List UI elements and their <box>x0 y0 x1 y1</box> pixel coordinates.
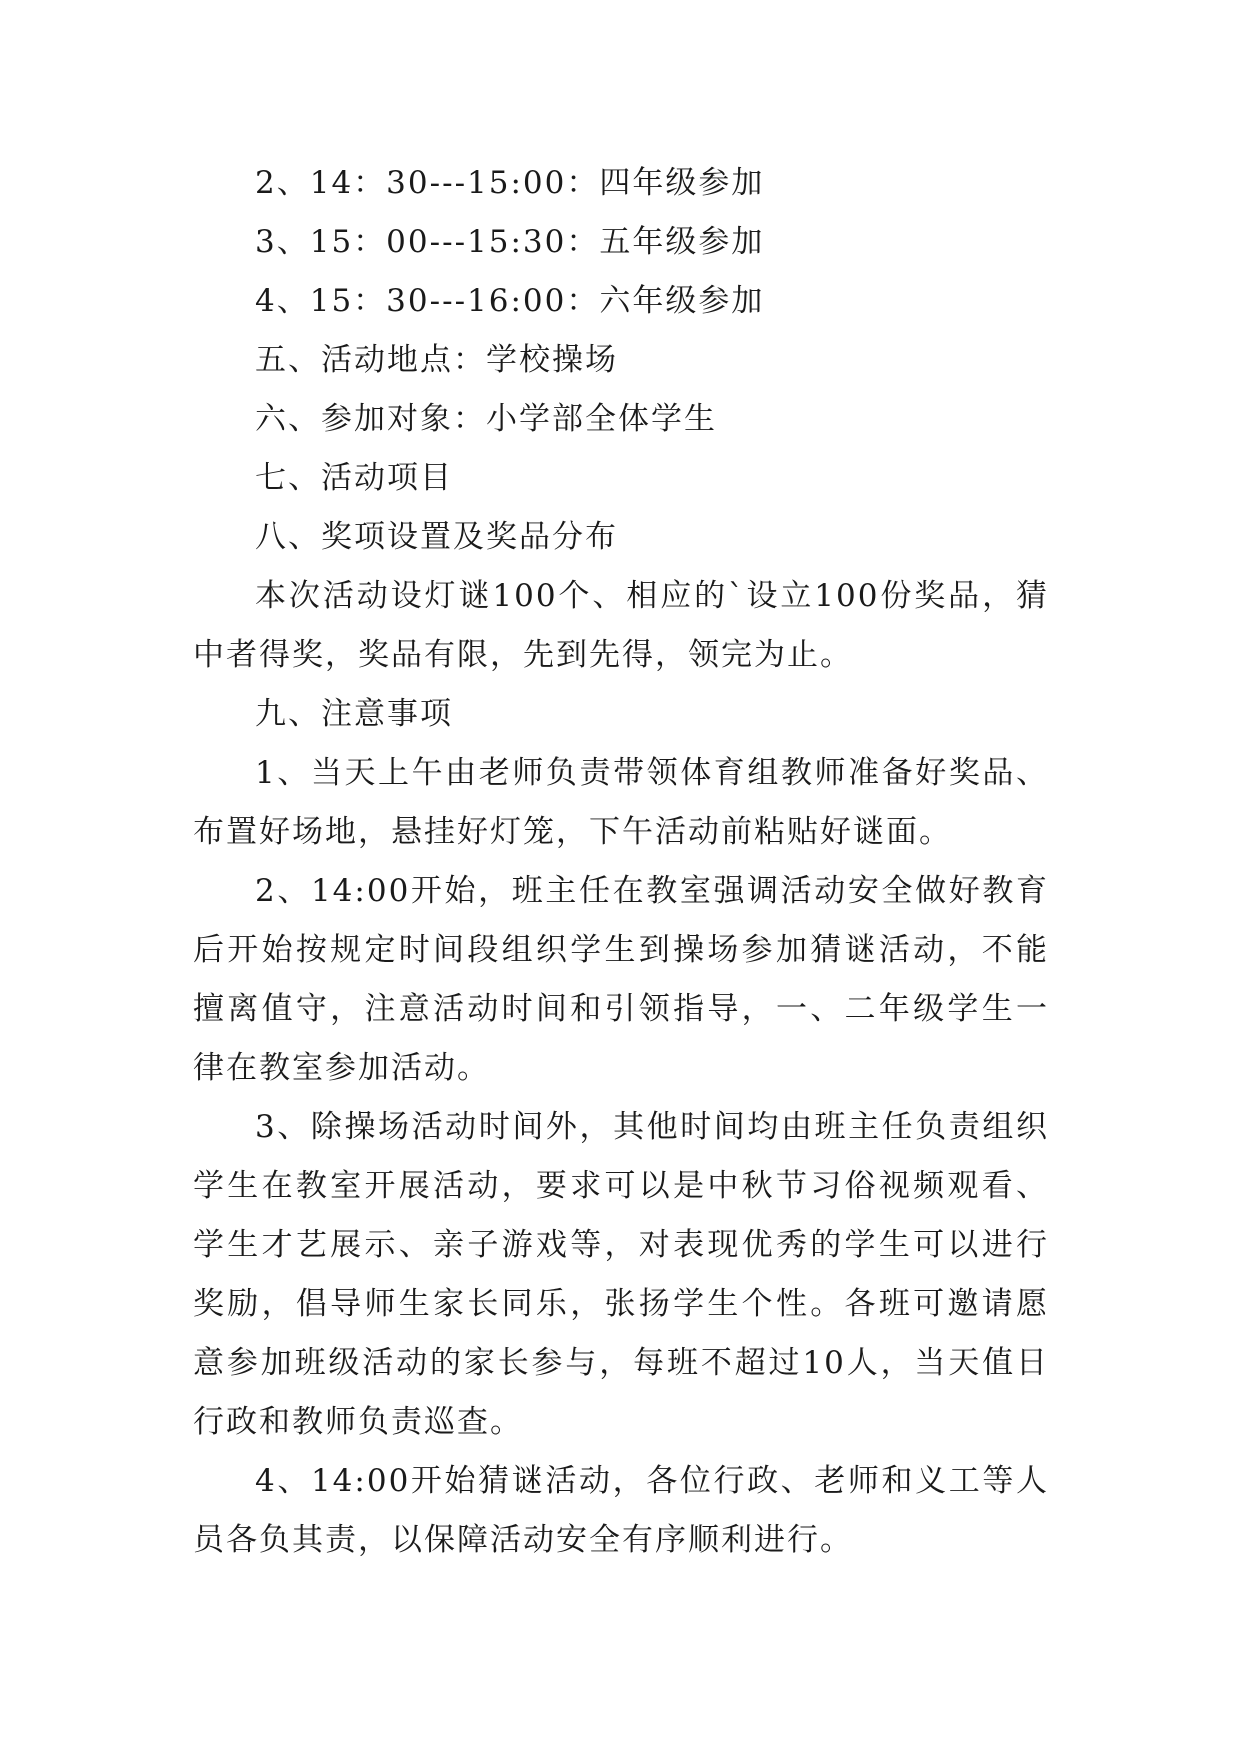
prizes-paragraph: 本次活动设灯谜100个、相应的`设立100份奖品，猜中者得奖，奖品有限，先到先得，领完为止。 <box>193 578 1049 673</box>
schedule-item-grade6: 4、15：30---16:00：六年级参加 <box>255 283 765 319</box>
section-heading-prizes: 八、奖项设置及奖品分布 <box>255 519 618 555</box>
schedule-item-grade5: 3、15：00---15:30：五年级参加 <box>255 224 765 260</box>
note-item-2: 2、14:00开始，班主任在教室强调活动安全做好教育后开始按规定时间段组织学生到操场参加猜谜活动，不能擅离值守，注意活动时间和引领指导，一、二年级学生一律在教室参加活动。 <box>193 873 1049 1086</box>
note-item-3: 3、除操场活动时间外，其他时间均由班主任负责组织学生在教室开展活动，要求可以是中秋节习俗视频观看、学生才艺展示、亲子游戏等，对表现优秀的学生可以进行奖励，倡导师生家长同乐，张扬学生个性。各班可邀请愿意参加班级活动的家长参与，每班不超过10人，当天值日行政和教师负责巡查。 <box>193 1109 1049 1440</box>
note-item-4: 4、14:00开始猜谜活动，各位行政、老师和义工等人员各负其责，以保障活动安全有序顺利进行。 <box>193 1463 1049 1558</box>
section-heading-activities: 七、活动项目 <box>255 460 453 496</box>
section-heading-location: 五、活动地点：学校操场 <box>255 342 618 378</box>
note-item-1: 1、当天上午由老师负责带领体育组教师准备好奖品、布置好场地，悬挂好灯笼，下午活动前粘贴好谜面。 <box>193 755 1049 850</box>
section-heading-notes: 九、注意事项 <box>255 696 453 732</box>
section-heading-participants: 六、参加对象：小学部全体学生 <box>255 401 717 437</box>
document-body <box>193 154 1049 1570</box>
schedule-item-grade4: 2、14：30---15:00：四年级参加 <box>255 165 765 201</box>
